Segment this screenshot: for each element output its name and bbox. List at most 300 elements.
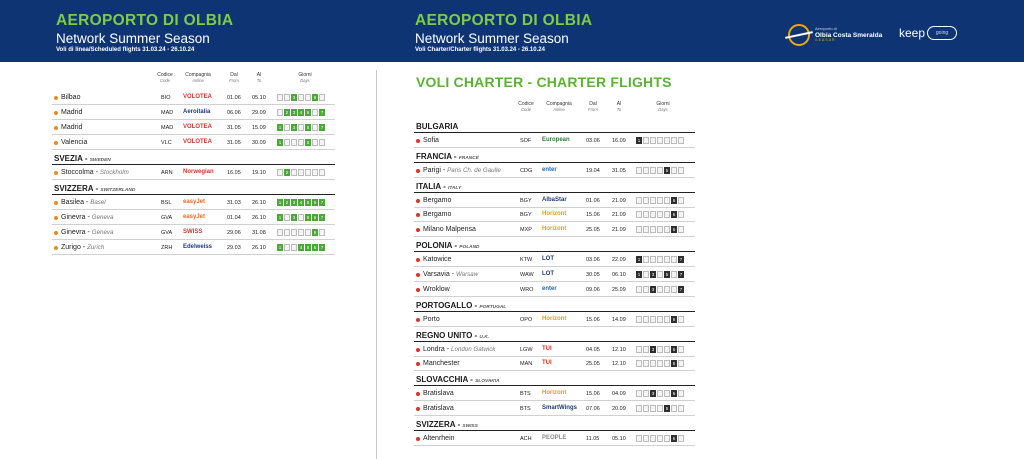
day-box: 4: [299, 110, 303, 115]
date-from: 25.05: [586, 361, 600, 368]
day-box: [643, 211, 649, 218]
operating-days: [636, 286, 684, 293]
left-subtitle: Network Summer Season: [56, 31, 210, 46]
country-name: SVIZZERA - SWISS: [416, 420, 478, 429]
date-to: 31.05: [612, 167, 626, 174]
flight-row: [414, 387, 695, 401]
day-box: [671, 137, 677, 144]
destination-city: Zurigo - Zurich: [61, 244, 105, 251]
date-from: 09.06: [586, 286, 600, 293]
day-box: [650, 167, 656, 174]
day-box: [643, 197, 649, 204]
flight-row: [52, 166, 335, 180]
country-row: [414, 238, 695, 252]
day-box: 2: [285, 200, 289, 205]
country-row: [414, 328, 695, 342]
city-name: Ginevra: [61, 229, 86, 236]
destination-city: [423, 360, 460, 367]
day-box: [678, 167, 684, 174]
day-box: [298, 139, 304, 146]
day-box: [277, 229, 283, 236]
day-box: 6: [672, 361, 676, 367]
date-from: 29.03: [227, 245, 241, 251]
flight-row: [414, 268, 695, 282]
airport-code: WAW: [520, 272, 534, 278]
destination-city: Londra - London Gatwick: [423, 345, 496, 353]
flight-row: [414, 134, 695, 148]
header-to-right: Al To: [616, 101, 622, 113]
keep-logo-badge: going: [927, 26, 957, 40]
city-name-en: Geneva: [91, 229, 114, 236]
date-to: 12.10: [612, 346, 626, 353]
country-name: PORTOGALLO - PORTUGAL: [416, 300, 507, 310]
day-box: [636, 211, 642, 218]
airline-logo: PEOPLE: [542, 434, 567, 441]
city-name: Bratislava: [423, 390, 454, 398]
operating-days: [277, 214, 325, 221]
day-box: [319, 229, 325, 236]
country-name-it: POLONIA: [416, 241, 453, 251]
day-box: [657, 346, 663, 353]
bullet-dot-icon: [416, 392, 420, 396]
country-name-it: FRANCIA: [416, 151, 452, 161]
day-box: 5: [665, 167, 669, 173]
header-to: Al To: [256, 72, 262, 84]
day-box: [636, 316, 642, 323]
day-box: 3: [651, 286, 655, 292]
airline-logo: LOT: [542, 271, 554, 277]
flight-row: [52, 241, 335, 255]
day-box: [678, 316, 684, 323]
date-from: 11.05: [586, 435, 600, 442]
airline-logo: easyJet: [183, 199, 206, 205]
destination-city: [423, 405, 454, 412]
date-to: 26.10: [252, 245, 266, 251]
date-from: 19.04: [586, 167, 600, 174]
header-from: Dal From: [229, 72, 239, 84]
day-box: 1: [637, 257, 641, 263]
day-box: 5: [665, 406, 669, 412]
day-box: [664, 360, 670, 367]
day-box: 6: [672, 346, 676, 352]
destination-city: [61, 94, 80, 101]
airline-logo: SWISS: [183, 229, 203, 235]
airport-code: GVA: [161, 230, 173, 236]
flight-row: [414, 194, 695, 208]
day-box: [298, 169, 304, 176]
country-name: SLOVACCHIA - SLOVAKIA: [416, 375, 500, 385]
airline-logo: VOLOTEA: [183, 94, 213, 100]
airport-logo-sub: GEASAR: [815, 37, 836, 42]
day-box: [657, 435, 663, 442]
flight-row: [52, 211, 335, 225]
country-name-en: SWEDEN: [89, 158, 111, 163]
date-from: 01.06: [586, 197, 600, 204]
airline-logo: Horizont: [542, 390, 567, 397]
bullet-dot-icon: [54, 201, 58, 205]
day-box: [664, 390, 670, 397]
day-box: [671, 271, 677, 278]
date-from: 29.06: [227, 230, 241, 236]
flight-row: [52, 226, 335, 240]
day-box: [277, 109, 283, 116]
day-box: [678, 211, 684, 218]
city-name: Londra: [423, 345, 445, 353]
day-box: 7: [320, 110, 324, 115]
day-box: [636, 390, 642, 397]
day-box: 7: [320, 200, 324, 205]
country-row: [414, 179, 695, 193]
day-box: 3: [651, 346, 655, 352]
flight-row: [52, 136, 335, 150]
bullet-dot-icon: [416, 437, 420, 441]
day-box: 6: [672, 435, 676, 441]
day-box: [657, 137, 663, 144]
operating-days: [277, 169, 325, 176]
day-box: [678, 390, 684, 397]
country-row: [414, 417, 695, 431]
city-name: Altenrhein: [423, 434, 455, 442]
airline-logo: VOLOTEA: [183, 139, 213, 145]
airport-code: BSL: [161, 200, 172, 206]
page-divider: [376, 70, 377, 459]
day-box: 1: [278, 125, 282, 130]
day-box: [664, 256, 670, 263]
operating-days: [636, 390, 684, 397]
date-to: 31.08: [252, 230, 266, 236]
city-name: Madrid: [61, 109, 83, 116]
keep-logo: [899, 26, 957, 40]
day-box: [671, 256, 677, 263]
airline-logo: Horizont: [542, 211, 567, 218]
day-box: [319, 139, 325, 146]
city-name: Manchester: [423, 360, 460, 368]
operating-days: [277, 199, 325, 206]
operating-days: [636, 316, 684, 323]
city-name-en: Warsaw: [455, 271, 479, 278]
destination-city: [423, 226, 476, 233]
date-to: 21.09: [612, 227, 626, 234]
airport-code: BGY: [520, 212, 532, 219]
day-box: 1: [278, 140, 282, 145]
day-box: [643, 316, 649, 323]
day-box: [643, 286, 649, 293]
operating-days: [277, 109, 325, 116]
destination-city: Parigi - Paris Ch. de Gaulle: [423, 166, 501, 174]
airline-logo: Edelweiss: [183, 244, 213, 250]
day-box: [664, 137, 670, 144]
city-name: Porto: [423, 315, 440, 323]
day-box: [678, 346, 684, 353]
city-name: Bilbao: [61, 94, 81, 101]
day-box: [305, 94, 311, 101]
day-box: [277, 169, 283, 176]
day-box: 4: [299, 200, 303, 205]
day-box: 6: [672, 197, 676, 203]
flight-row: [52, 196, 335, 210]
day-box: [291, 244, 297, 251]
day-box: [664, 226, 670, 233]
city-name-en: Zurich: [87, 244, 105, 251]
destination-city: Basilea - Basel: [61, 199, 106, 206]
day-box: [636, 360, 642, 367]
country-name: REGNO UNITO - U.K.: [416, 330, 490, 340]
day-box: [643, 226, 649, 233]
country-name-it: SVEZIA: [54, 154, 83, 163]
day-box: [650, 211, 656, 218]
bullet-dot-icon: [416, 139, 420, 143]
day-box: [643, 256, 649, 263]
day-box: [671, 405, 677, 412]
day-box: 5: [306, 125, 310, 130]
day-box: [650, 137, 656, 144]
operating-days: [277, 229, 325, 236]
bullet-dot-icon: [54, 96, 58, 100]
operating-days: [636, 435, 684, 442]
bullet-dot-icon: [54, 111, 58, 115]
day-box: 5: [306, 245, 310, 250]
day-box: [650, 435, 656, 442]
day-box: 7: [320, 125, 324, 130]
day-box: [636, 405, 642, 412]
city-name: Valencia: [61, 139, 88, 146]
day-box: [312, 124, 318, 131]
flight-row: [414, 357, 695, 371]
day-box: [664, 197, 670, 204]
day-box: 3: [292, 110, 296, 115]
airport-code: KTW: [520, 257, 533, 264]
operating-days: [636, 197, 684, 204]
day-box: [284, 229, 290, 236]
country-name: POLONIA - POLAND: [416, 241, 480, 251]
date-to: 12.10: [612, 361, 626, 368]
country-name-en: PORTUGAL: [479, 304, 507, 310]
day-box: [636, 286, 642, 293]
airline-logo: enter: [542, 285, 557, 292]
day-box: [312, 109, 318, 116]
bullet-dot-icon: [416, 273, 420, 277]
date-from: 01.04: [227, 215, 241, 221]
country-name-it: REGNO UNITO: [416, 330, 473, 340]
airport-sun-icon: [788, 24, 810, 46]
day-box: 6: [672, 227, 676, 233]
operating-days: [636, 405, 684, 412]
destination-city: [61, 124, 82, 131]
airline-logo: easyJet: [183, 214, 206, 220]
date-to: 19.10: [252, 170, 266, 176]
day-box: 1: [637, 272, 641, 277]
airport-code: BTS: [520, 391, 531, 398]
country-name-en: SLOVAKIA: [475, 379, 500, 385]
header-code: Codice Code: [157, 72, 173, 84]
airline-logo: AlbaStar: [542, 196, 567, 203]
day-box: [657, 271, 663, 278]
city-name: Zurigo: [61, 244, 81, 251]
bullet-dot-icon: [416, 169, 420, 173]
day-box: [657, 197, 663, 204]
bullet-dot-icon: [54, 141, 58, 145]
date-to: 30.09: [252, 140, 266, 146]
day-box: [678, 137, 684, 144]
airport-code: MAD: [161, 110, 174, 116]
airline-logo: TUI: [542, 345, 552, 352]
airport-code: ACH: [520, 435, 532, 442]
day-box: [291, 139, 297, 146]
country-name-it: BULGARIA: [416, 122, 459, 131]
day-box: [298, 94, 304, 101]
country-row: [414, 372, 695, 386]
bullet-dot-icon: [416, 213, 420, 217]
operating-days: [636, 346, 684, 353]
country-name-en: ITALY: [448, 185, 462, 191]
date-to: 26.10: [252, 215, 266, 221]
city-name: Milano Malpensa: [423, 226, 476, 234]
day-box: [678, 405, 684, 412]
day-box: 5: [306, 215, 310, 220]
day-box: [657, 211, 663, 218]
day-box: 6: [313, 95, 317, 100]
date-from: 15.06: [586, 212, 600, 219]
flight-row: [414, 164, 695, 178]
country-name-en: SWISS: [462, 424, 478, 429]
day-box: [643, 271, 649, 278]
date-from: 06.06: [227, 110, 241, 116]
day-box: 3: [292, 215, 296, 220]
operating-days: [636, 137, 684, 144]
airline-logo: enter: [542, 166, 557, 173]
day-box: 5: [306, 200, 310, 205]
day-box: 2: [285, 110, 289, 115]
destination-city: [423, 211, 451, 218]
city-name: Madrid: [61, 124, 83, 131]
day-box: 1: [278, 200, 282, 205]
day-box: [643, 405, 649, 412]
operating-days: [636, 256, 684, 263]
header-airline-right: Compagnia Airline: [546, 101, 572, 113]
day-box: 3: [651, 272, 655, 277]
day-box: 3: [292, 200, 296, 205]
bullet-dot-icon: [416, 258, 420, 262]
city-name: Ginevra: [61, 214, 86, 221]
date-from: 03.06: [586, 137, 600, 144]
day-box: [657, 286, 663, 293]
day-box: [298, 124, 304, 131]
operating-days: [277, 244, 325, 251]
city-name-en: Paris Ch. de Gaulle: [447, 166, 501, 174]
header-days-right: Giorni Days: [656, 101, 670, 113]
day-box: 1: [278, 215, 282, 220]
day-box: [319, 169, 325, 176]
day-box: 1: [278, 245, 282, 250]
country-row: [52, 181, 335, 195]
day-box: [643, 435, 649, 442]
day-box: 3: [292, 125, 296, 130]
destination-city: [423, 316, 440, 323]
flight-row: [414, 343, 695, 357]
day-box: [643, 137, 649, 144]
right-dates: Voli Charter/Charter flights 31.03.24 - 26.10.24: [415, 47, 545, 53]
airport-code: WRO: [520, 286, 534, 293]
city-name: Katowice: [423, 256, 452, 264]
country-name: FRANCIA - FRANCE: [416, 151, 479, 161]
airline-logo: Horizont: [542, 226, 567, 233]
airline-logo: LOT: [542, 256, 554, 263]
airline-logo: Horizont: [542, 315, 567, 322]
day-box: [298, 214, 304, 221]
day-box: 7: [679, 272, 683, 277]
city-name: Basilea: [61, 199, 84, 206]
date-to: 05.10: [612, 435, 626, 442]
day-box: [671, 286, 677, 293]
day-box: [664, 346, 670, 353]
day-box: [657, 390, 663, 397]
day-box: [678, 197, 684, 204]
date-from: 16.05: [227, 170, 241, 176]
day-box: [636, 167, 642, 174]
airport-code: MAD: [161, 125, 174, 131]
date-to: 25.09: [612, 286, 626, 293]
day-box: 1: [637, 137, 641, 143]
date-to: 21.09: [612, 197, 626, 204]
day-box: [643, 390, 649, 397]
date-to: 06.10: [612, 272, 626, 278]
day-box: [664, 316, 670, 323]
country-row: [414, 119, 695, 133]
day-box: [657, 360, 663, 367]
destination-city: Varsavia - Warsaw: [423, 271, 479, 278]
day-box: [312, 139, 318, 146]
destination-city: [423, 286, 450, 293]
day-box: [664, 286, 670, 293]
bullet-dot-icon: [54, 171, 58, 175]
charter-title: VOLI CHARTER - CHARTER FLIGHTS: [416, 74, 672, 90]
destination-city: Ginevra - Geneva: [61, 214, 114, 221]
destination-city: Ginevra - Geneva: [61, 229, 114, 236]
operating-days: [636, 211, 684, 218]
date-to: 22.09: [612, 257, 626, 264]
day-box: [657, 256, 663, 263]
date-from: 31.03: [227, 200, 241, 206]
date-to: 21.09: [612, 212, 626, 219]
day-box: 6: [672, 316, 676, 322]
bullet-dot-icon: [54, 246, 58, 250]
day-box: [284, 244, 290, 251]
destination-city: [423, 137, 439, 144]
airline-logo: Aeroitalia: [183, 109, 211, 115]
city-name: Bratislava: [423, 405, 454, 413]
airport-code: ZRH: [161, 245, 173, 251]
airline-logo: VOLOTEA: [183, 124, 213, 130]
day-box: [664, 211, 670, 218]
country-name-it: SVIZZERA: [54, 184, 94, 193]
destination-city: [61, 109, 82, 116]
day-box: [643, 346, 649, 353]
airline-logo: SmartWings: [542, 405, 577, 412]
day-box: 6: [313, 230, 317, 235]
left-title: AEROPORTO DI OLBIA: [56, 12, 234, 29]
day-box: 6: [313, 245, 317, 250]
airport-code: SOF: [520, 137, 532, 144]
day-box: [657, 316, 663, 323]
day-box: [305, 169, 311, 176]
day-box: [636, 226, 642, 233]
header-band: [0, 0, 1024, 62]
bullet-dot-icon: [54, 231, 58, 235]
day-box: [298, 229, 304, 236]
day-box: [650, 256, 656, 263]
city-name-en: London Gatwick: [451, 345, 496, 353]
flight-row: [52, 121, 335, 135]
